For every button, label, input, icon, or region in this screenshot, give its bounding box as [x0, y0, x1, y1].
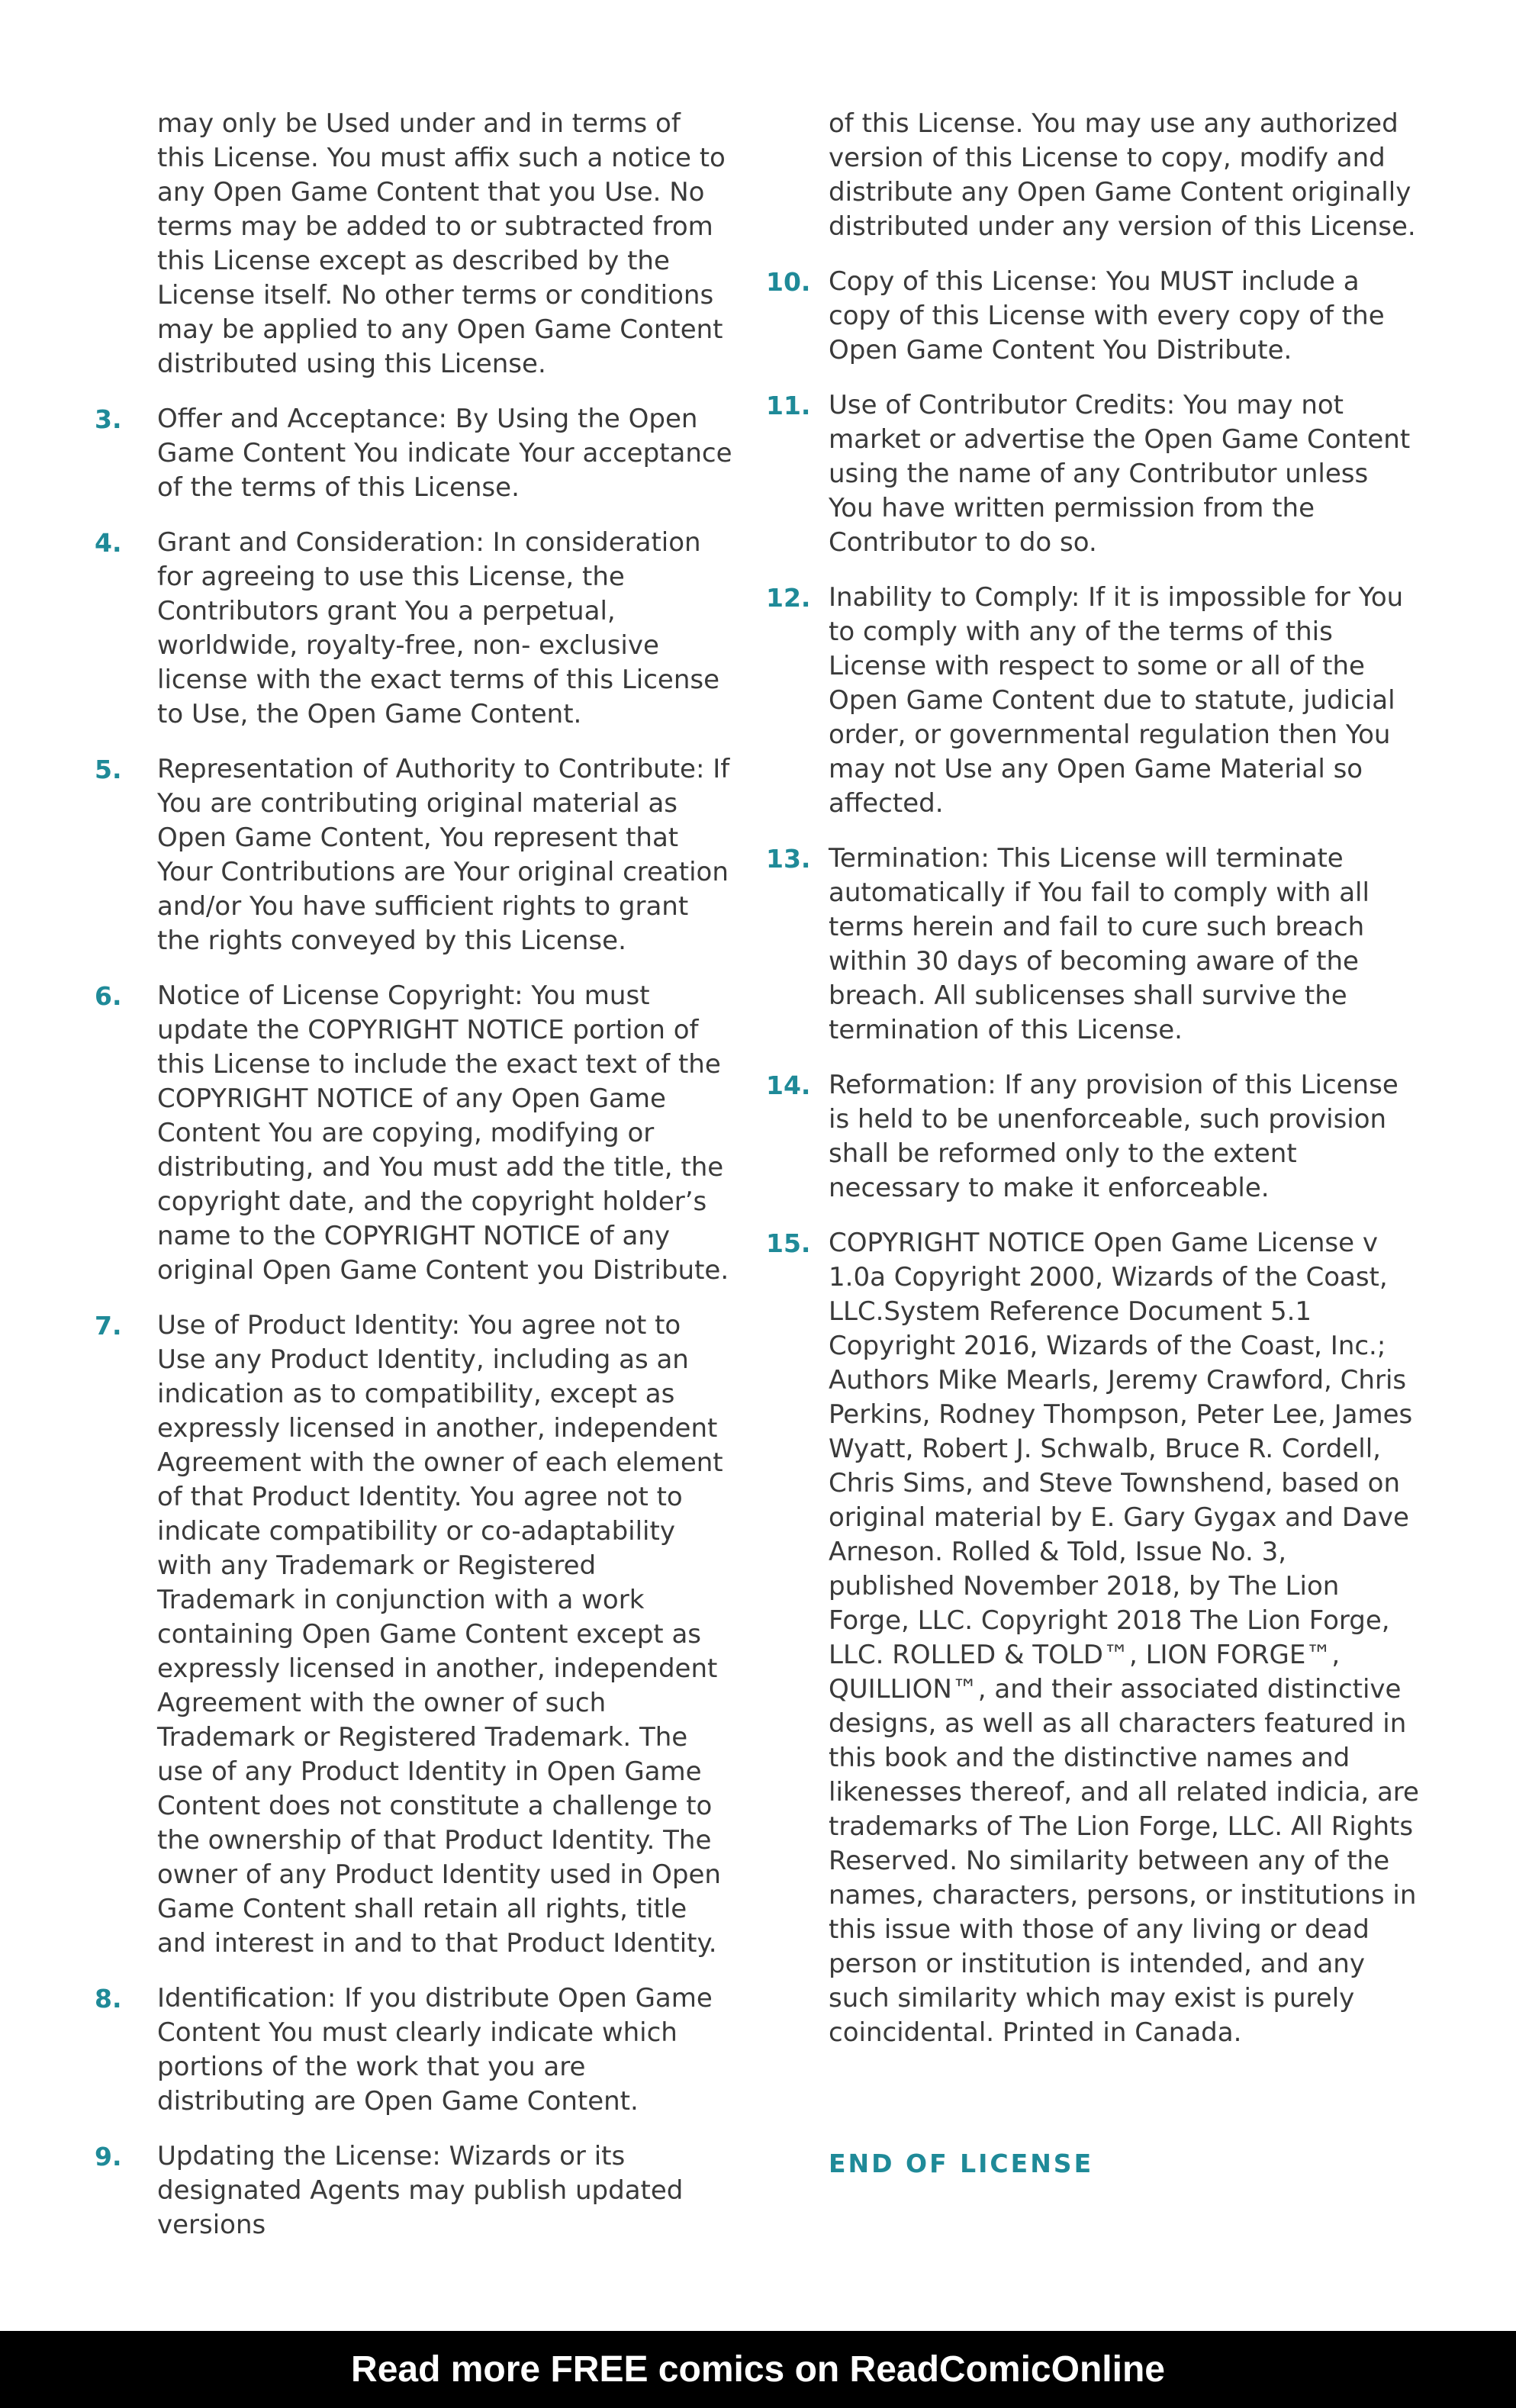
item-text: Copy of this License: You MUST include a copy of this License with every copy of the Open Game Content You Distribute. — [829, 266, 1385, 365]
item-number: 12. — [766, 583, 811, 613]
item-number: 8. — [95, 1984, 122, 2014]
item-number: 6. — [95, 981, 122, 1011]
item-number: 7. — [95, 1311, 122, 1341]
item-text: Inability to Comply: If it is impossible for You to comply with any of the terms of this License with respect to some or all of the Open Game Content due to statute, judicial order, or governmental regulation then You may not Use any Open Game Material so affected. — [829, 582, 1404, 819]
item-text: Termination: This License will terminate automatically if You fail to comply with all terms herein and fail to cure such breach within 30 days of becoming aware of the breach. All sublicenses shall survive the termination of this License. — [829, 843, 1370, 1045]
license-item-13 — [763, 842, 1419, 1048]
item-text: Offer and Acceptance: By Using the Open Game Content You indicate Your acceptance of the terms of this License. — [157, 404, 732, 503]
item-number: 9. — [95, 2142, 122, 2171]
left-continuation: may only be Used under and in terms of this License. You must affix such a notice to any Open Game Content that you Use. No terms may be added to or subtracted from this License except as described by the License itself. No other terms or conditions may be applied to any Open Game Content distributed using this License. — [157, 108, 726, 379]
license-item-9 — [92, 2139, 732, 2242]
license-item-14 — [763, 1068, 1419, 1206]
right-column — [763, 107, 1419, 2071]
license-item-15 — [763, 1226, 1419, 2050]
item-text: Grant and Consideration: In consideration for agreeing to use this License, the Contributors grant You a perpetual, worldwide, royalty-free, non- exclusive license with the exact terms of this License to Use, the Open Game Content. — [157, 527, 720, 729]
end-of-license-label: END OF LICENSE — [829, 2149, 1094, 2178]
item-number: 10. — [766, 267, 811, 297]
item-text: Use of Product Identity: You agree not to Use any Product Identity, including as an indication as to compatibility, except as expressly licensed in another, independent Agreement with the owner of each element of that Product Identity. You agree not to indicate compatibility or co-adaptability with any Trademark or Registered Trademark in conjunction with a work containing Open Game Content except as expressly licensed in another, independent Agreement with the owner of such Trademark or Registered Trademark. The use of any Product Identity in Open Game Content does not constitute a challenge to the ownership of that Product Identity. The owner of any Product Identity used in Open Game Content shall retain all rights, title and interest in and to that Product Identity. — [157, 1310, 723, 1959]
license-item-12 — [763, 581, 1419, 821]
item-number: 14. — [766, 1070, 811, 1100]
item-number: 15. — [766, 1228, 811, 1258]
item-text: Notice of License Copyright: You must update the COPYRIGHT NOTICE portion of this License to include the exact text of the COPYRIGHT NOTICE of any Open Game Content You are copying, modifying or distributing, and You must add the title, the copyright date, and the copyright holder’s name to the COPYRIGHT NOTICE of any original Open Game Content you Distribute. — [157, 980, 729, 1286]
license-item-5 — [92, 752, 732, 958]
license-item-6 — [92, 979, 732, 1288]
license-item-8 — [92, 1981, 732, 2119]
item-text: Representation of Authority to Contribute: If You are contributing original material as Open Game Content, You represent that Your Contributions are Your original creation and/or You have sufficient rights to grant the rights conveyed by this License. — [157, 754, 730, 956]
left-column — [92, 107, 732, 2263]
item-number: 13. — [766, 844, 811, 874]
license-item-11 — [763, 388, 1419, 560]
item-text: Updating the License: Wizards or its designated Agents may publish updated versions — [157, 2141, 684, 2240]
right-continuation: of this License. You may use any authorized version of this License to copy, modify and distribute any Open Game Content originally distributed under any version of this License. — [829, 108, 1416, 242]
item-number: 4. — [95, 528, 122, 558]
item-number: 5. — [95, 755, 122, 784]
license-item-7 — [92, 1309, 732, 1961]
license-item-10 — [763, 265, 1419, 368]
item-number: 11. — [766, 391, 811, 420]
license-item-3 — [92, 402, 732, 505]
item-text: Use of Contributor Credits: You may not market or advertise the Open Game Content using the name of any Contributor unless You have written permission from the Contributor to do so. — [829, 390, 1411, 558]
footer-banner[interactable] — [0, 2331, 1516, 2408]
item-text: Identification: If you distribute Open Game Content You must clearly indicate which portions of the work that you are distributing are Open Game Content. — [157, 1983, 713, 2117]
item-number: 3. — [95, 404, 122, 434]
item-text: COPYRIGHT NOTICE Open Game License v 1.0a Copyright 2000, Wizards of the Coast, LLC.System Reference Document 5.1 Copyright 2016, Wizards of the Coast, Inc.; Authors Mike Mearls, Jeremy Crawford, Chris Perkins, Rodney Thompson, Peter Lee, James Wyatt, Robert J. Schwalb, Bruce R. Cordell, Chris Sims, and Steve Townshend, based on original material by E. Gary Gygax and Dave Arneson. Rolled & Told, Issue No. 3, published November 2018, by The Lion Forge, LLC. Copyright 2018 The Lion Forge, LLC. ROLLED & TOLD™, LION FORGE™, QUILLION™, and their associated distinctive designs, as well as all characters featured in this book and the distinctive names and likenesses thereof, and all related indicia, are trademarks of The Lion Forge, LLC. All Rights Reserved. No similarity between any of the names, characters, persons, or institutions in this issue with those of any living or dead person or institution is intended, and any such similarity which may exist is purely coincidental. Printed in Canada. — [829, 1228, 1419, 2048]
license-item-4 — [92, 526, 732, 732]
item-text: Reformation: If any provision of this License is held to be unenforceable, such provision shall be reformed only to the extent necessary to make it enforceable. — [829, 1070, 1399, 1203]
footer-link-text[interactable]: Read more FREE comics on ReadComicOnline — [351, 2349, 1165, 2390]
